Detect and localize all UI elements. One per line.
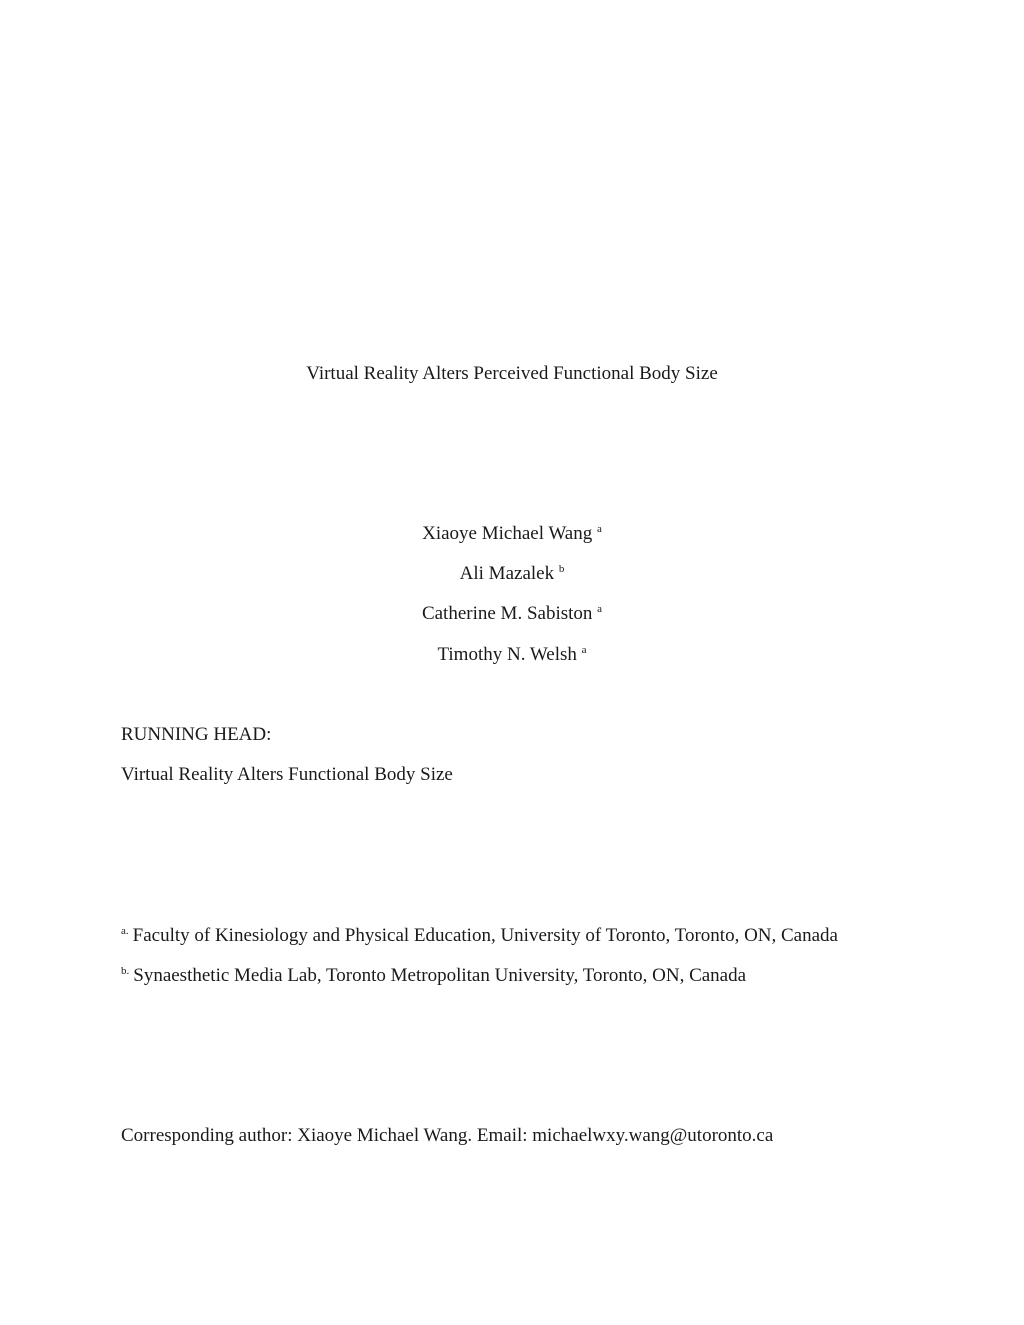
affiliation-text: Faculty of Kinesiology and Physical Education, University of Toronto, Toronto, ON, Canada — [132, 925, 838, 946]
affiliation-marker: a. — [121, 925, 129, 937]
affiliation-a — [121, 924, 838, 948]
author-2 — [0, 562, 1024, 586]
affiliation-b — [121, 964, 746, 988]
author-name: Catherine M. Sabiston — [421, 603, 593, 624]
author-affil-marker: a — [581, 644, 587, 656]
author-affil-marker: b — [558, 563, 565, 575]
author-1 — [0, 522, 1024, 546]
author-affil-marker: a — [596, 523, 602, 535]
running-head-text: Virtual Reality Alters Functional Body Size — [121, 764, 453, 785]
paper-title: Virtual Reality Alters Perceived Functional Body Size — [306, 363, 718, 384]
affiliation-text: Synaesthetic Media Lab, Toronto Metropolitan University, Toronto, ON, Canada — [133, 965, 747, 986]
corresponding-author: Corresponding author: Xiaoye Michael Wang. Email: michaelwxy.wang@utoronto.ca — [121, 1125, 774, 1146]
author-name: Xiaoye Michael Wang — [422, 523, 593, 544]
running-head-label: RUNNING HEAD: — [121, 724, 272, 745]
author-4 — [0, 643, 1024, 667]
author-name: Timothy N. Welsh — [437, 644, 577, 665]
affiliation-marker: b. — [121, 965, 130, 977]
author-affil-marker: a — [597, 603, 603, 615]
author-3 — [0, 602, 1024, 626]
author-name: Ali Mazalek — [459, 563, 555, 584]
